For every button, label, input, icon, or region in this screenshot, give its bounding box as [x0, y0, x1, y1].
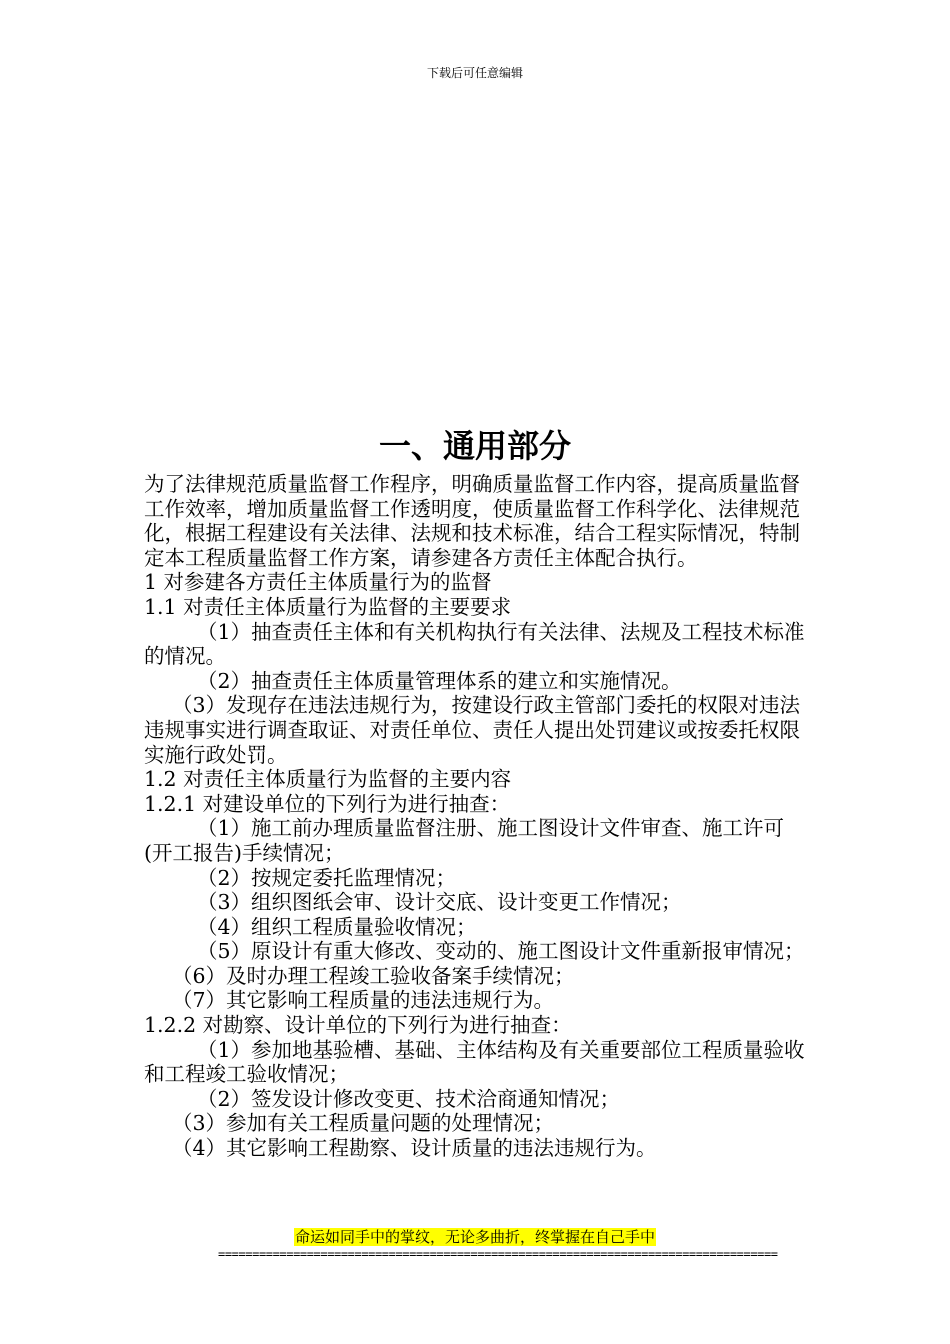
- paragraph-intro: 为了法律规范质量监督工作程序，明确质量监督工作内容，提高质量监督工作效率，增加质量监督工作透明度，使质量监督工作科学化、法律规范化，根据工程建设有关法律、法规和技术标准，结合工程实际情况，特制定本工程质量监督工作方案，请参建各方责任主体配合执行。: [144, 472, 800, 570]
- list-item: （3）发现存在违法违规行为，按建设行政主管部门委托的权限对违法违规事实进行调查取证、对责任单位、责任人提出处罚建议或按委托权限实施行政处罚。: [144, 693, 801, 767]
- footer-motto-text: 命运如同手中的掌纹，无论多曲折，终掌握在自己手中: [294, 1228, 655, 1246]
- heading-1-1: 1.1 对责任主体质量行为监督的主要要求: [144, 594, 512, 619]
- list-item: （1）参加地基验槽、基础、主体结构及有关重要部位工程质量验收和工程竣工验收情况；: [144, 1037, 805, 1087]
- footer-rule: ==================================================================================: [218, 1247, 778, 1261]
- list-item: （7）其它影响工程质量的违法违规行为。: [172, 988, 555, 1013]
- heading-1-2: 1.2 对责任主体质量行为监督的主要内容: [144, 767, 512, 792]
- list-item: （4）组织工程质量验收情况；: [197, 914, 477, 939]
- list-item: （2）抽查责任主体质量管理体系的建立和实施情况。: [197, 668, 682, 693]
- list-item: （3）组织图纸会审、设计交底、设计变更工作情况；: [197, 890, 682, 915]
- footer-motto: [0, 1227, 950, 1247]
- document-body: [144, 472, 808, 1161]
- list-item: （1）抽查责任主体和有关机构执行有关法律、法规及工程技术标准的情况。: [144, 619, 805, 669]
- heading-1-2-2: 1.2.2 对勘察、设计单位的下列行为进行抽查：: [144, 1013, 572, 1038]
- heading-1: 1 对参建各方责任主体质量行为的监督: [144, 570, 492, 595]
- list-item: （3）参加有关工程质量问题的处理情况；: [172, 1111, 555, 1136]
- list-item: （1）施工前办理质量监督注册、施工图设计文件审查、施工许可(开工报告)手续情况；: [144, 816, 785, 865]
- section-title: 一、通用部分: [378, 427, 571, 465]
- heading-1-2-1: 1.2.1 对建设单位的下列行为进行抽查：: [144, 791, 511, 816]
- header-note: 下载后可任意编辑: [426, 66, 523, 80]
- list-item: （5）原设计有重大修改、变动的、施工图设计文件重新报审情况；: [197, 939, 805, 964]
- list-item: （4）其它影响工程勘察、设计质量的违法违规行为。: [172, 1136, 657, 1161]
- list-item: （6）及时办理工程竣工验收备案手续情况；: [172, 963, 575, 988]
- list-item: （2）按规定委托监理情况；: [197, 865, 457, 890]
- list-item: （2）签发设计修改变更、技术洽商通知情况；: [197, 1086, 621, 1111]
